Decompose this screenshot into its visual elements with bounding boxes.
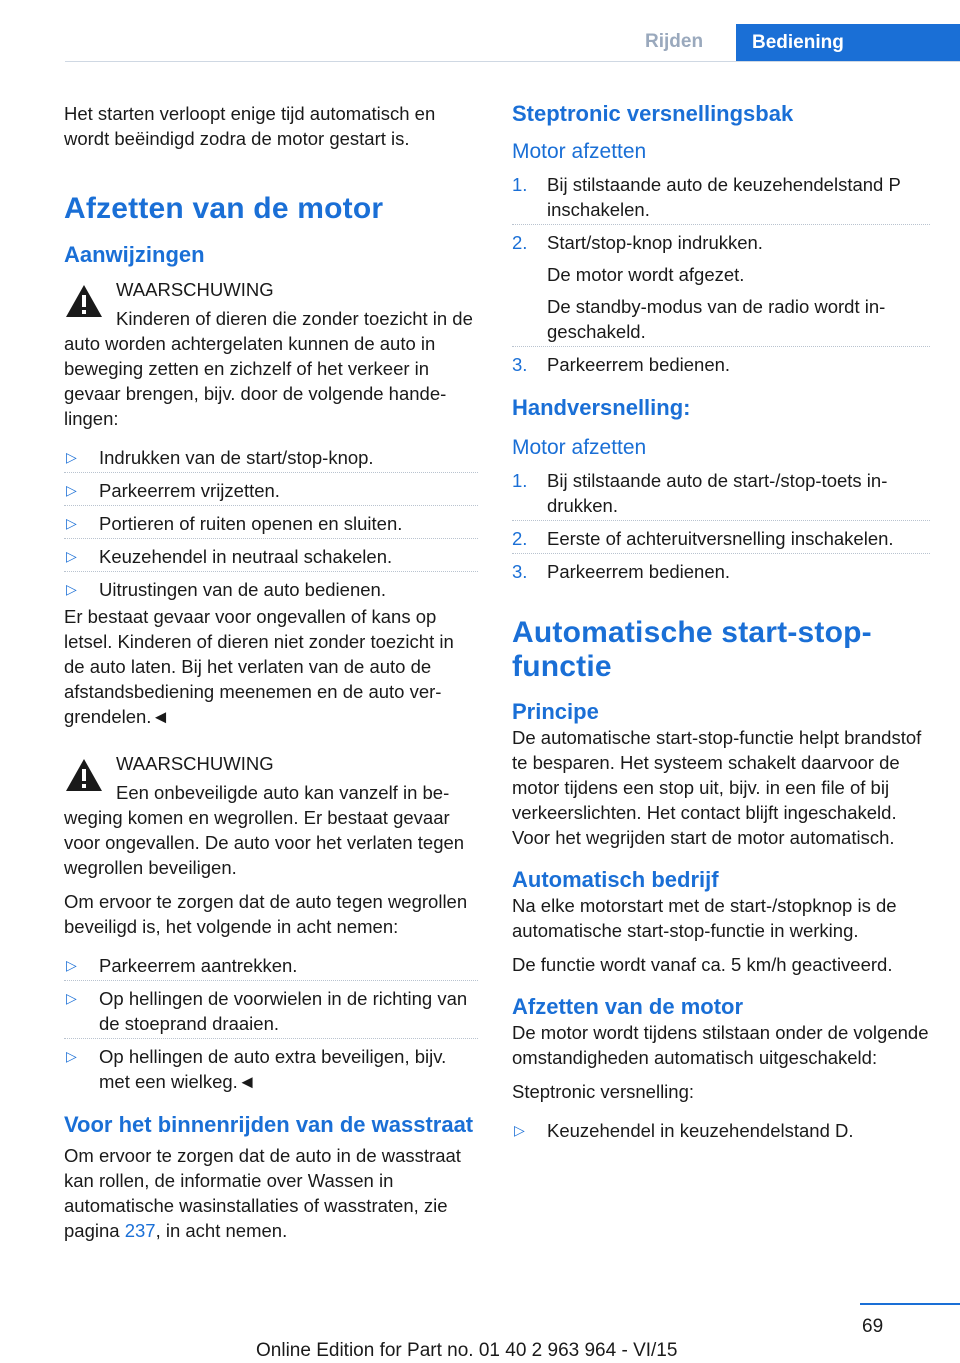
- wash-paragraph: Om ervoor te zorgen dat de auto in de wasstraat kan rollen, de informatie over Wassen in automatische wasinstallaties of wasstraten, zie pagina 237, in acht nemen.: [64, 1145, 461, 1241]
- subsection-wasstraat: Voor het binnenrijden van de wasstraat: [64, 1112, 474, 1137]
- list-item: ▷ Op hellingen de auto extra beveiligen, bijv. met een wielkeg.◄: [64, 1038, 478, 1096]
- list-item: 3. Parkeerrem bedienen.: [512, 346, 930, 379]
- triangle-bullet-icon: ▷: [66, 581, 77, 597]
- warning-label: WAARSCHUWING: [116, 279, 274, 300]
- footer-edition-note: Online Edition for Part no. 01 40 2 963 964 - VI/15: [256, 1340, 678, 1361]
- afzetten-list: [512, 1113, 930, 1145]
- list-item: ▷ Indrukken van de start/stop-knop.: [66, 447, 374, 468]
- triangle-bullet-icon: ▷: [66, 515, 77, 531]
- header-rule: [65, 61, 960, 62]
- warning-triangle-icon: [64, 757, 104, 793]
- section-title-afzetten: Afzetten van de motor: [64, 192, 384, 225]
- intro-paragraph: Het starten verloopt enige tijd automatisch en wordt beëindigd zodra de motor gestart is.: [64, 103, 436, 149]
- subsection-automatisch-bedrijf: Automatisch bedrijf: [512, 867, 719, 892]
- warning-triangle-icon: [64, 283, 104, 319]
- page-link[interactable]: 237: [124, 1220, 156, 1241]
- principe-paragraph: De automatische start-stop-functie helpt brandstof te besparen. Het systeem schakelt daarvoor de motor tijdens een stop uit, bijv. in een file of bij verkeerslichten. Het contact blijft ingeschakeld. Voor het wegrijden start de motor automatisch.: [512, 727, 922, 848]
- left-column: [64, 101, 478, 1252]
- list-item: ▷ Keuzehendel in neutraal schakelen.: [64, 538, 478, 571]
- warning-block-1: [64, 277, 478, 431]
- subsection-principe: Principe: [512, 699, 599, 724]
- triangle-bullet-icon: ▷: [66, 482, 77, 498]
- list-item: 1. Bij stilstaande auto de keuzehendelstand P inschakelen.: [512, 174, 901, 220]
- warning-text: Een onbeveiligde auto kan vanzelf in beweging komen en wegrollen. Er bestaat gevaar voor ongevallen. De auto voor het verlaten tegen wegrollen beveiligen.: [64, 782, 465, 878]
- list-item: 2. Start/stop-knop indrukken. De motor wordt afgezet. De standby-modus van de radio wordt ingeschakeld.: [512, 224, 930, 346]
- list-item: 3. Parkeerrem bedienen.: [512, 553, 930, 586]
- bedrijf-paragraph-2: De functie wordt vanaf ca. 5 km/h geactiveerd.: [512, 954, 893, 975]
- list-item: ▷ Uitrustingen van de auto bedienen.: [64, 571, 478, 604]
- bedrijf-paragraph-1: Na elke motorstart met de start-/stopknop is de automatische start-stop-functie in werking.: [512, 895, 897, 941]
- afzetten-paragraph: De motor wordt tijdens stilstaan onder de volgende omstandigheden automatisch uitgeschakeld:: [512, 1022, 929, 1068]
- warning-1-after: Er bestaat gevaar voor ongevallen of kans op letsel. Kinderen of dieren niet zonder toezicht in de auto laten. Bij het verlaten van de auto de afstandsbediening meenemen en de auto vergrendelen.◄: [64, 606, 454, 727]
- list-item: ▷ Parkeerrem vrijzetten.: [64, 472, 478, 505]
- page-header: [0, 0, 960, 62]
- list-item: ▷ Keuzehendel in keuzehendelstand D.: [514, 1120, 854, 1141]
- list-item: ▷ Portieren of ruiten openen en sluiten.: [64, 505, 478, 538]
- warning-label: WAARSCHUWING: [116, 753, 274, 774]
- warning-1-list: [64, 440, 478, 604]
- list-item: ▷ Op hellingen de voorwielen in de richting van de stoeprand draaien.: [64, 980, 478, 1038]
- subsection-afzetten-motor: Afzetten van de motor: [512, 994, 744, 1019]
- page-number: 69: [862, 1316, 884, 1337]
- tab-rijden[interactable]: Rijden: [645, 31, 704, 52]
- warning-text: Kinderen of dieren die zonder toezicht in de auto worden achtergelaten kunnen de auto in beweging zetten en zichzelf of het verkeer in gevaar brengen, bijv. door de volgende handelingen:: [64, 308, 473, 429]
- afzetten-step-label: Steptronic versnelling:: [512, 1081, 695, 1102]
- subsection-handversnelling: Handversnelling:: [512, 395, 691, 420]
- subheading-motor-afzetten: Motor afzetten: [512, 436, 647, 459]
- hand-steps: [512, 463, 930, 586]
- triangle-bullet-icon: ▷: [66, 990, 77, 1006]
- triangle-bullet-icon: ▷: [514, 1122, 525, 1138]
- warning-2-after: Om ervoor te zorgen dat de auto tegen wegrollen beveiligd is, het volgende in acht nemen:: [64, 891, 468, 937]
- triangle-bullet-icon: ▷: [66, 548, 77, 564]
- warning-2-list: [64, 948, 478, 1096]
- right-column: [512, 101, 930, 1145]
- steptronic-steps: [512, 167, 930, 379]
- section-title-start-stop: Automatische start-stop-functie: [512, 616, 872, 683]
- list-item: 2. Eerste of achteruitversnelling inschakelen.: [512, 520, 930, 553]
- warning-block-2: [64, 751, 478, 880]
- triangle-bullet-icon: ▷: [66, 1048, 77, 1064]
- triangle-bullet-icon: ▷: [66, 957, 77, 973]
- tab-bediening[interactable]: Bediening: [736, 24, 960, 62]
- subsection-aanwijzingen: Aanwijzingen: [64, 242, 205, 267]
- triangle-bullet-icon: ▷: [66, 449, 77, 465]
- subsection-steptronic: Steptronic versnellingsbak: [512, 101, 794, 126]
- list-item: 1. Bij stilstaande auto de start-/stop-toets indrukken.: [512, 470, 888, 516]
- footer-rule: [860, 1303, 960, 1305]
- list-item: ▷ Parkeerrem aantrekken.: [66, 955, 298, 976]
- subheading-motor-afzetten: Motor afzetten: [512, 140, 647, 163]
